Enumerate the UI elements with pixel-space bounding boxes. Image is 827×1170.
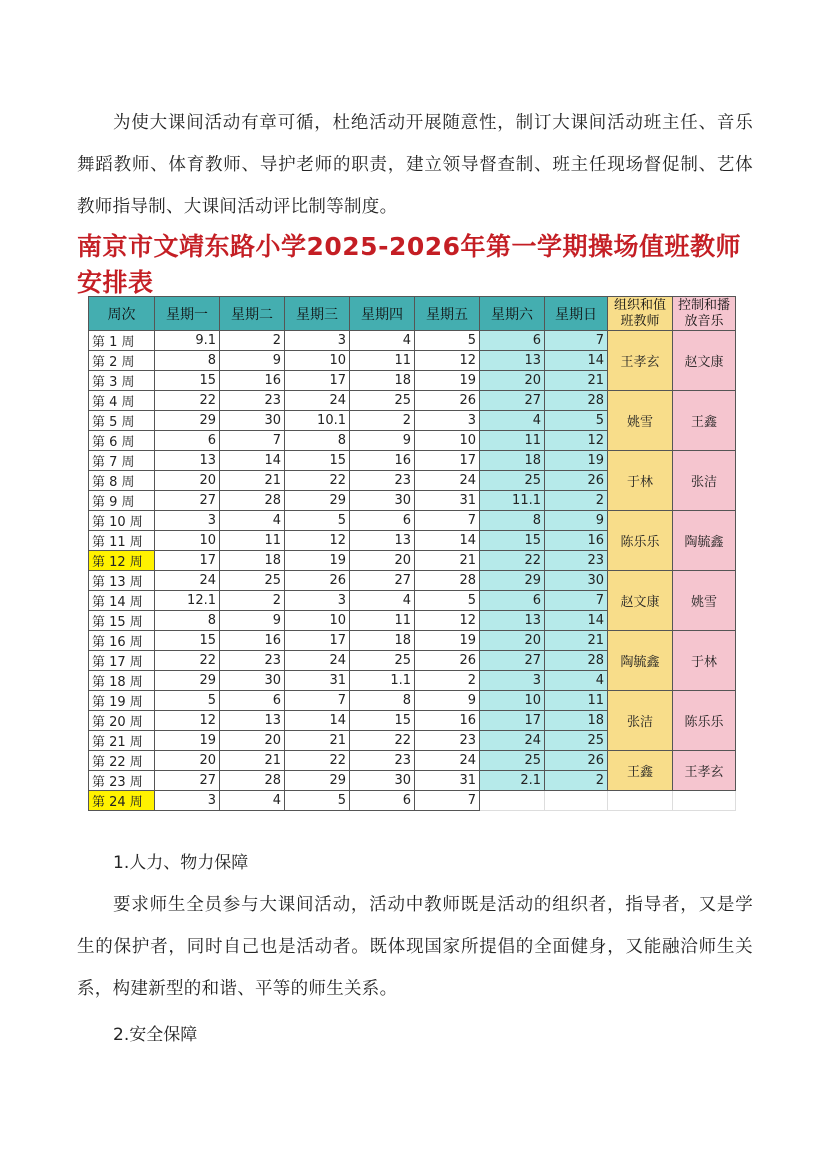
date-cell: 13 bbox=[480, 351, 545, 371]
week-cell: 第 6 周 bbox=[89, 431, 155, 451]
date-cell: 6 bbox=[220, 691, 285, 711]
date-cell: 19 bbox=[285, 551, 350, 571]
date-cell: 17 bbox=[415, 451, 480, 471]
date-cell: 9 bbox=[350, 431, 415, 451]
date-cell: 25 bbox=[350, 651, 415, 671]
duty-teacher-cell: 王鑫 bbox=[608, 751, 673, 791]
empty-cell bbox=[608, 791, 673, 811]
date-cell: 18 bbox=[480, 451, 545, 471]
date-cell: 27 bbox=[155, 771, 220, 791]
date-cell: 9.1 bbox=[155, 331, 220, 351]
duty-teacher-cell: 赵文康 bbox=[608, 571, 673, 631]
week-cell: 第 18 周 bbox=[89, 671, 155, 691]
date-cell: 10 bbox=[285, 351, 350, 371]
date-cell: 10.1 bbox=[285, 411, 350, 431]
date-cell: 31 bbox=[415, 491, 480, 511]
date-cell: 14 bbox=[220, 451, 285, 471]
date-cell: 16 bbox=[220, 371, 285, 391]
date-cell: 12 bbox=[545, 431, 608, 451]
duty-teacher-cell: 姚雪 bbox=[608, 391, 673, 451]
date-cell: 14 bbox=[545, 351, 608, 371]
date-cell: 18 bbox=[350, 371, 415, 391]
date-cell: 22 bbox=[155, 391, 220, 411]
date-cell: 3 bbox=[285, 591, 350, 611]
date-cell: 27 bbox=[155, 491, 220, 511]
date-cell: 4 bbox=[350, 331, 415, 351]
music-teacher-cell: 姚雪 bbox=[673, 571, 736, 631]
week-cell: 第 10 周 bbox=[89, 511, 155, 531]
date-cell: 26 bbox=[545, 471, 608, 491]
date-cell: 5 bbox=[415, 331, 480, 351]
date-cell: 2 bbox=[220, 591, 285, 611]
schedule-spreadsheet-image bbox=[77, 230, 749, 830]
table-row bbox=[89, 571, 736, 591]
date-cell: 7 bbox=[415, 791, 480, 811]
schedule-title: 南京市文靖东路小学2025-2026年第一学期操场值班教师安排表 bbox=[77, 232, 742, 297]
week-cell: 第 12 周 bbox=[89, 551, 155, 571]
week-cell: 第 9 周 bbox=[89, 491, 155, 511]
date-cell: 3 bbox=[155, 511, 220, 531]
date-cell: 2 bbox=[415, 671, 480, 691]
table-row bbox=[89, 511, 736, 531]
date-cell: 29 bbox=[285, 491, 350, 511]
date-cell: 6 bbox=[350, 511, 415, 531]
date-cell: 4 bbox=[545, 671, 608, 691]
music-teacher-cell: 王孝玄 bbox=[673, 751, 736, 791]
date-cell: 23 bbox=[220, 651, 285, 671]
date-cell: 21 bbox=[220, 751, 285, 771]
date-cell: 3 bbox=[415, 411, 480, 431]
date-cell: 14 bbox=[545, 611, 608, 631]
duty-teacher-cell: 于林 bbox=[608, 451, 673, 511]
week-cell: 第 23 周 bbox=[89, 771, 155, 791]
column-header: 星期三 bbox=[285, 297, 350, 331]
date-cell: 8 bbox=[155, 351, 220, 371]
date-cell: 8 bbox=[350, 691, 415, 711]
date-cell: 28 bbox=[545, 391, 608, 411]
week-cell: 第 8 周 bbox=[89, 471, 155, 491]
date-cell: 1.1 bbox=[350, 671, 415, 691]
table-row bbox=[89, 391, 736, 411]
week-cell: 第 11 周 bbox=[89, 531, 155, 551]
week-cell: 第 13 周 bbox=[89, 571, 155, 591]
week-cell: 第 16 周 bbox=[89, 631, 155, 651]
date-cell bbox=[545, 791, 608, 811]
date-cell: 19 bbox=[415, 371, 480, 391]
week-cell: 第 1 周 bbox=[89, 331, 155, 351]
column-header: 星期六 bbox=[480, 297, 545, 331]
duty-teacher-cell: 陶毓鑫 bbox=[608, 631, 673, 691]
date-cell: 13 bbox=[480, 611, 545, 631]
date-cell: 28 bbox=[415, 571, 480, 591]
date-cell: 15 bbox=[155, 631, 220, 651]
section1-body: 要求师生全员参与大课间活动，活动中教师既是活动的组织者，指导者，又是学生的保护者，同时自己也是活动者。既体现国家所提倡的全面健身，又能融洽师生关系，构建新型的和谐、平等的师生关系。 bbox=[77, 895, 753, 999]
date-cell: 2 bbox=[220, 331, 285, 351]
table-header-row bbox=[89, 297, 736, 331]
date-cell: 30 bbox=[350, 771, 415, 791]
date-cell: 4 bbox=[350, 591, 415, 611]
empty-cell bbox=[673, 791, 736, 811]
intro-paragraph: 为使大课间活动有章可循，杜绝活动开展随意性，制订大课间活动班主任、音乐舞蹈教师、体育教师、导护老师的职责，建立领导督查制、班主任现场督促制、艺体教师指导制、大课间活动评比制等制度。 bbox=[77, 113, 753, 217]
date-cell: 17 bbox=[155, 551, 220, 571]
date-cell: 3 bbox=[285, 331, 350, 351]
date-cell: 5 bbox=[545, 411, 608, 431]
date-cell: 19 bbox=[155, 731, 220, 751]
date-cell: 13 bbox=[155, 451, 220, 471]
table-row bbox=[89, 331, 736, 351]
date-cell: 28 bbox=[545, 651, 608, 671]
date-cell: 29 bbox=[155, 411, 220, 431]
schedule-table bbox=[88, 296, 736, 811]
date-cell: 2 bbox=[350, 411, 415, 431]
table-row bbox=[89, 751, 736, 771]
table-row bbox=[89, 631, 736, 651]
date-cell: 18 bbox=[545, 711, 608, 731]
date-cell: 18 bbox=[220, 551, 285, 571]
section2-heading: 2.安全保障 bbox=[113, 1025, 198, 1045]
date-cell: 22 bbox=[285, 751, 350, 771]
date-cell: 4 bbox=[220, 511, 285, 531]
date-cell: 10 bbox=[285, 611, 350, 631]
date-cell: 5 bbox=[285, 511, 350, 531]
date-cell: 23 bbox=[220, 391, 285, 411]
date-cell: 16 bbox=[350, 451, 415, 471]
date-cell: 27 bbox=[480, 391, 545, 411]
date-cell: 9 bbox=[220, 351, 285, 371]
date-cell: 6 bbox=[480, 591, 545, 611]
date-cell: 5 bbox=[415, 591, 480, 611]
date-cell: 2 bbox=[545, 771, 608, 791]
date-cell: 27 bbox=[350, 571, 415, 591]
date-cell: 26 bbox=[285, 571, 350, 591]
table-row bbox=[89, 451, 736, 471]
date-cell: 29 bbox=[285, 771, 350, 791]
week-cell: 第 21 周 bbox=[89, 731, 155, 751]
date-cell: 21 bbox=[285, 731, 350, 751]
date-cell: 15 bbox=[350, 711, 415, 731]
date-cell: 6 bbox=[350, 791, 415, 811]
date-cell: 10 bbox=[480, 691, 545, 711]
column-header: 控制和播放音乐 bbox=[673, 297, 736, 331]
date-cell: 30 bbox=[220, 411, 285, 431]
date-cell: 6 bbox=[480, 331, 545, 351]
date-cell: 26 bbox=[545, 751, 608, 771]
week-cell: 第 17 周 bbox=[89, 651, 155, 671]
date-cell: 22 bbox=[285, 471, 350, 491]
date-cell: 15 bbox=[285, 451, 350, 471]
date-cell: 30 bbox=[545, 571, 608, 591]
date-cell: 20 bbox=[480, 371, 545, 391]
duty-teacher-cell: 陈乐乐 bbox=[608, 511, 673, 571]
week-cell: 第 15 周 bbox=[89, 611, 155, 631]
date-cell: 21 bbox=[545, 371, 608, 391]
column-header: 周次 bbox=[89, 297, 155, 331]
date-cell: 18 bbox=[350, 631, 415, 651]
date-cell: 25 bbox=[350, 391, 415, 411]
date-cell: 21 bbox=[545, 631, 608, 651]
date-cell: 24 bbox=[415, 751, 480, 771]
date-cell: 20 bbox=[350, 551, 415, 571]
date-cell: 22 bbox=[480, 551, 545, 571]
column-header: 星期二 bbox=[220, 297, 285, 331]
date-cell bbox=[480, 791, 545, 811]
date-cell: 7 bbox=[285, 691, 350, 711]
week-cell: 第 14 周 bbox=[89, 591, 155, 611]
date-cell: 13 bbox=[220, 711, 285, 731]
music-teacher-cell: 陈乐乐 bbox=[673, 691, 736, 751]
date-cell: 29 bbox=[155, 671, 220, 691]
date-cell: 23 bbox=[415, 731, 480, 751]
date-cell: 8 bbox=[480, 511, 545, 531]
date-cell: 31 bbox=[285, 671, 350, 691]
week-cell: 第 4 周 bbox=[89, 391, 155, 411]
date-cell: 24 bbox=[285, 391, 350, 411]
date-cell: 30 bbox=[220, 671, 285, 691]
date-cell: 21 bbox=[220, 471, 285, 491]
date-cell: 17 bbox=[480, 711, 545, 731]
date-cell: 21 bbox=[415, 551, 480, 571]
date-cell: 24 bbox=[285, 651, 350, 671]
date-cell: 26 bbox=[415, 391, 480, 411]
date-cell: 20 bbox=[480, 631, 545, 651]
date-cell: 31 bbox=[415, 771, 480, 791]
date-cell: 22 bbox=[155, 651, 220, 671]
date-cell: 12 bbox=[285, 531, 350, 551]
date-cell: 16 bbox=[415, 711, 480, 731]
music-teacher-cell: 张洁 bbox=[673, 451, 736, 511]
section1-heading: 1.人力、物力保障 bbox=[113, 853, 249, 873]
date-cell: 7 bbox=[415, 511, 480, 531]
column-header: 组织和值班教师 bbox=[608, 297, 673, 331]
date-cell: 9 bbox=[415, 691, 480, 711]
date-cell: 11 bbox=[480, 431, 545, 451]
date-cell: 7 bbox=[220, 431, 285, 451]
date-cell: 10 bbox=[415, 431, 480, 451]
date-cell: 19 bbox=[415, 631, 480, 651]
date-cell: 12 bbox=[415, 351, 480, 371]
date-cell: 29 bbox=[480, 571, 545, 591]
date-cell: 20 bbox=[220, 731, 285, 751]
date-cell: 25 bbox=[545, 731, 608, 751]
date-cell: 12 bbox=[415, 611, 480, 631]
date-cell: 13 bbox=[350, 531, 415, 551]
date-cell: 3 bbox=[480, 671, 545, 691]
duty-teacher-cell: 张洁 bbox=[608, 691, 673, 751]
music-teacher-cell: 赵文康 bbox=[673, 331, 736, 391]
date-cell: 17 bbox=[285, 631, 350, 651]
date-cell: 11 bbox=[220, 531, 285, 551]
week-cell: 第 2 周 bbox=[89, 351, 155, 371]
date-cell: 25 bbox=[480, 471, 545, 491]
column-header: 星期四 bbox=[350, 297, 415, 331]
table-row bbox=[89, 691, 736, 711]
date-cell: 14 bbox=[415, 531, 480, 551]
date-cell: 28 bbox=[220, 771, 285, 791]
date-cell: 23 bbox=[350, 751, 415, 771]
date-cell: 22 bbox=[350, 731, 415, 751]
week-cell: 第 3 周 bbox=[89, 371, 155, 391]
date-cell: 4 bbox=[480, 411, 545, 431]
date-cell: 9 bbox=[545, 511, 608, 531]
date-cell: 8 bbox=[285, 431, 350, 451]
date-cell: 20 bbox=[155, 471, 220, 491]
duty-teacher-cell: 王孝玄 bbox=[608, 331, 673, 391]
music-teacher-cell: 王鑫 bbox=[673, 391, 736, 451]
date-cell: 15 bbox=[480, 531, 545, 551]
date-cell: 11 bbox=[545, 691, 608, 711]
date-cell: 10 bbox=[155, 531, 220, 551]
column-header: 星期一 bbox=[155, 297, 220, 331]
date-cell: 25 bbox=[480, 751, 545, 771]
music-teacher-cell: 于林 bbox=[673, 631, 736, 691]
date-cell: 19 bbox=[545, 451, 608, 471]
date-cell: 2.1 bbox=[480, 771, 545, 791]
date-cell: 4 bbox=[220, 791, 285, 811]
date-cell: 7 bbox=[545, 331, 608, 351]
date-cell: 24 bbox=[480, 731, 545, 751]
date-cell: 6 bbox=[155, 431, 220, 451]
date-cell: 27 bbox=[480, 651, 545, 671]
date-cell: 5 bbox=[285, 791, 350, 811]
week-cell: 第 20 周 bbox=[89, 711, 155, 731]
date-cell: 16 bbox=[545, 531, 608, 551]
date-cell: 15 bbox=[155, 371, 220, 391]
week-cell: 第 24 周 bbox=[89, 791, 155, 811]
date-cell: 11 bbox=[350, 351, 415, 371]
date-cell: 9 bbox=[220, 611, 285, 631]
date-cell: 26 bbox=[415, 651, 480, 671]
date-cell: 12.1 bbox=[155, 591, 220, 611]
week-cell: 第 22 周 bbox=[89, 751, 155, 771]
date-cell: 2 bbox=[545, 491, 608, 511]
column-header: 星期日 bbox=[545, 297, 608, 331]
date-cell: 11 bbox=[350, 611, 415, 631]
week-cell: 第 5 周 bbox=[89, 411, 155, 431]
date-cell: 20 bbox=[155, 751, 220, 771]
date-cell: 24 bbox=[155, 571, 220, 591]
date-cell: 24 bbox=[415, 471, 480, 491]
date-cell: 7 bbox=[545, 591, 608, 611]
date-cell: 23 bbox=[350, 471, 415, 491]
date-cell: 30 bbox=[350, 491, 415, 511]
date-cell: 28 bbox=[220, 491, 285, 511]
date-cell: 17 bbox=[285, 371, 350, 391]
date-cell: 3 bbox=[155, 791, 220, 811]
date-cell: 11.1 bbox=[480, 491, 545, 511]
table-row bbox=[89, 791, 736, 811]
week-cell: 第 7 周 bbox=[89, 451, 155, 471]
date-cell: 25 bbox=[220, 571, 285, 591]
music-teacher-cell: 陶毓鑫 bbox=[673, 511, 736, 571]
date-cell: 23 bbox=[545, 551, 608, 571]
date-cell: 16 bbox=[220, 631, 285, 651]
week-cell: 第 19 周 bbox=[89, 691, 155, 711]
date-cell: 5 bbox=[155, 691, 220, 711]
date-cell: 14 bbox=[285, 711, 350, 731]
date-cell: 8 bbox=[155, 611, 220, 631]
date-cell: 12 bbox=[155, 711, 220, 731]
column-header: 星期五 bbox=[415, 297, 480, 331]
